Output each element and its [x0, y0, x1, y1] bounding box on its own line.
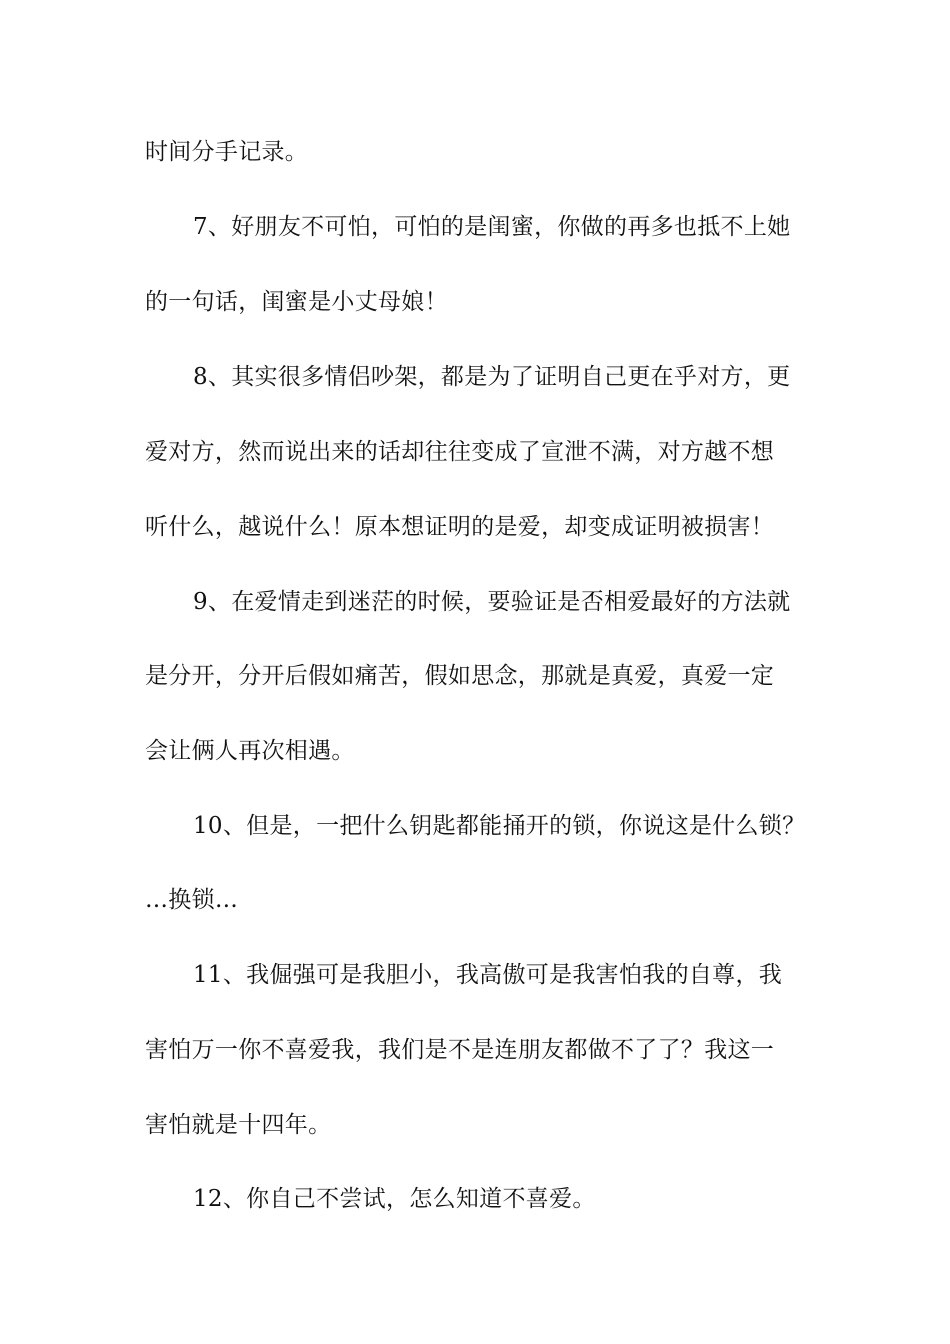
text-line: 10、但是，一把什么钥匙都能捅开的锁，你说这是什么锁？ — [193, 813, 806, 839]
text-line: 8、其实很多情侣吵架，都是为了证明自己更在乎对方，更 — [193, 364, 791, 390]
text-line: 9、在爱情走到迷茫的时候，要验证是否相爱最好的方法就 — [193, 589, 791, 615]
text-line: 12、你自己不尝试，怎么知道不喜爱。 — [193, 1186, 596, 1212]
text-line: 会让俩人再次相遇。 — [145, 738, 355, 764]
text-line: 11、我倔强可是我胆小，我高傲可是我害怕我的自尊，我 — [193, 962, 783, 988]
text-line: 的一句话，闺蜜是小丈母娘！ — [145, 289, 448, 315]
text-line: 是分开，分开后假如痛苦，假如思念，那就是真爱，真爱一定 — [145, 663, 775, 689]
text-line: 时间分手记录。 — [145, 139, 309, 165]
text-line: 7、好朋友不可怕，可怕的是闺蜜，你做的再多也抵不上她 — [193, 214, 791, 240]
text-line: 爱对方，然而说出来的话却往往变成了宣泄不满，对方越不想 — [145, 439, 775, 465]
text-line: …换锁… — [145, 887, 239, 913]
text-line: 听什么，越说什么！原本想证明的是爱，却变成证明被损害！ — [145, 514, 775, 540]
text-line: 害怕万一你不喜爱我，我们是不是连朋友都做不了了？我这一 — [145, 1037, 775, 1063]
text-line: 害怕就是十四年。 — [145, 1112, 332, 1138]
